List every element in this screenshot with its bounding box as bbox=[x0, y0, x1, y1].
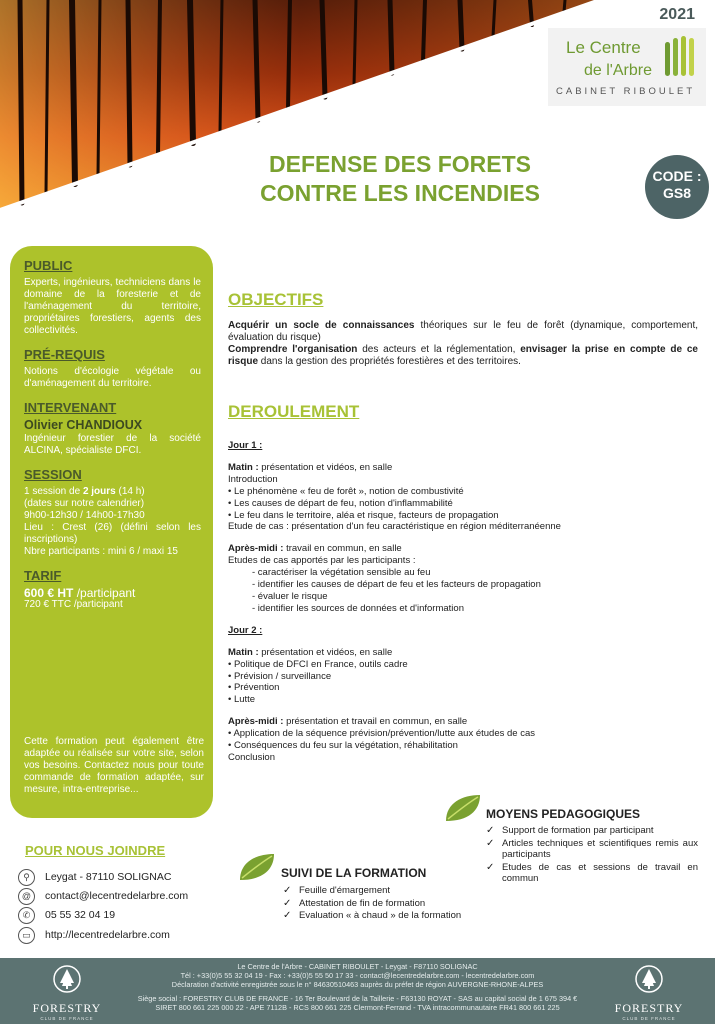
forestry-logo-right bbox=[604, 964, 694, 1021]
list-item: ✓ Etudes de cas et sessions de travail en commun bbox=[486, 862, 698, 885]
tarif-heading: TARIF bbox=[24, 568, 62, 583]
day-2-afternoon bbox=[228, 716, 698, 728]
list-item: - caractériser la végétation sensible au feu bbox=[252, 567, 431, 579]
list-item: Conclusion bbox=[228, 751, 275, 763]
day-1-morning-text: présentation et vidéos, en salle bbox=[258, 461, 393, 473]
objectif-2-bold-b: envisager la prise en compte de ce risque bbox=[228, 344, 698, 367]
contact-address bbox=[18, 868, 171, 886]
session-line-2: (dates sur notre calendrier) bbox=[24, 498, 145, 509]
prereq-text: Notions d'écologie végétale ou d'aménagement du territoire. bbox=[24, 366, 201, 389]
speaker-heading: INTERVENANT bbox=[24, 400, 117, 415]
session-days: 2 jours bbox=[82, 486, 116, 497]
day-2-morning-text: présentation et vidéos, en salle bbox=[258, 646, 393, 658]
forestry-logo-left bbox=[22, 964, 112, 1021]
day-1-morning-label: Matin : bbox=[228, 461, 259, 473]
price-ttc: 720 € TTC /participant bbox=[24, 599, 123, 610]
list-item: • Politique de DFCI en France, outils cadre bbox=[228, 658, 408, 670]
deroulement-block bbox=[228, 440, 698, 764]
list-item: ✓ Feuille d'émargement bbox=[283, 885, 465, 897]
day-2-morning bbox=[228, 647, 698, 659]
logo-subtitle: CABINET RIBOULET bbox=[556, 86, 696, 97]
list-item: • Conséquences du feu sur la végétation, réhabilitation bbox=[228, 740, 458, 752]
list-item: • Les causes de départ de feu, notion d'inflammabilité bbox=[228, 497, 453, 509]
objectif-1-rest: théoriques sur le feu de forêt (dynamique, comportement, évaluation du risque) bbox=[228, 320, 698, 343]
list-item: • Prévention bbox=[228, 682, 280, 694]
list-item: • Le feu dans le territoire, aléa et risque, facteurs de propagation bbox=[228, 509, 499, 521]
objectif-2 bbox=[228, 344, 698, 368]
public-text: Experts, ingénieurs, techniciens dans le domaine de la foresterie et de l'aménagement du territoire, propriétaires forestiers, agents des collectivités. bbox=[24, 277, 201, 336]
contact-phone[interactable] bbox=[18, 906, 115, 924]
prereq-heading: PRÉ-REQUIS bbox=[24, 347, 105, 362]
list-item: ✓ Articles techniques et scientifiques remis aux participants bbox=[486, 838, 698, 861]
year-label: 2021 bbox=[659, 6, 695, 23]
list-item: ✓ Attestation de fin de formation bbox=[283, 898, 465, 910]
tarif-section bbox=[24, 570, 201, 611]
contact-email[interactable] bbox=[18, 887, 188, 905]
leaf-icon bbox=[444, 793, 482, 823]
address-text: Leygat - 87110 SOLIGNAC bbox=[45, 871, 172, 883]
logo-line-2: de l'Arbre bbox=[584, 62, 652, 79]
day-1-morning-list bbox=[228, 474, 698, 534]
day-2-title: Jour 2 : bbox=[228, 624, 263, 636]
session-line-3: 9h00-12h30 / 14h00-17h30 bbox=[24, 510, 145, 521]
objectif-2-mid: des acteurs et la réglementation, bbox=[357, 344, 521, 355]
footer-line-1: Le Centre de l'Arbre - CABINET RIBOULET - Leygat - F87110 SOLIGNAC bbox=[237, 962, 478, 971]
tree-icon bbox=[634, 964, 664, 994]
session-line-4: Lieu : Crest (26) (défini selon les inscriptions) bbox=[24, 522, 201, 545]
website-link[interactable]: http://lecentredelarbre.com bbox=[45, 929, 170, 941]
public-section bbox=[24, 260, 201, 337]
footer-line-2: Tél : +33(0)5 55 32 04 19 - Fax : +33(0)5 55 50 17 33 - contact@lecentredelarbre.com - lecentredelarbre.com bbox=[180, 971, 535, 980]
footer-line-4: Siège social : FORESTRY CLUB DE FRANCE - 16 Ter Boulevard de la Taillerie - F63130 ROYAT - SAS au capital social de 1 675 394 € bbox=[137, 994, 578, 1003]
footer-legal-text bbox=[110, 962, 605, 1012]
price-ht-unit: /participant bbox=[73, 586, 136, 600]
day-1-afternoon-text: travail en commun, en salle bbox=[283, 543, 402, 555]
objectifs-text bbox=[228, 320, 698, 368]
day-1-afternoon-intro: Etudes de cas apportés par les participants : bbox=[228, 555, 416, 567]
session-prefix: 1 session de bbox=[24, 486, 83, 497]
objectif-2-bold-a: Comprendre l'organisation bbox=[228, 344, 358, 355]
session-line-5: Nbre participants : mini 6 / maxi 15 bbox=[24, 546, 178, 557]
title-line-2: CONTRE LES INCENDIES bbox=[260, 180, 540, 206]
objectif-2-rest: dans la gestion des propriétés forestières et des territoires. bbox=[258, 356, 521, 367]
monitor-icon: ▭ bbox=[18, 927, 35, 944]
footer-line-3: Déclaration d'activité enregistrée sous le n° 84630510463 auprès du préfet de région AUVERGNE-RHONE-ALPES bbox=[171, 980, 544, 989]
custom-training-note: Cette formation peut également être adaptée ou réalisée sur votre site, selon vos besoins. Contactez nous pour toute commande de formation adaptée, sur mesure, intra-entreprise... bbox=[24, 736, 204, 795]
phone-link[interactable]: 05 55 32 04 19 bbox=[45, 909, 116, 921]
code-label: CODE : bbox=[652, 168, 702, 184]
page-title bbox=[230, 150, 570, 208]
email-link[interactable]: contact@lecentredelarbre.com bbox=[45, 890, 189, 902]
price-ht-value: 600 € HT bbox=[24, 586, 74, 600]
day-2-afternoon-label: Après-midi : bbox=[228, 716, 284, 728]
session-hours: (14 h) bbox=[115, 486, 145, 497]
day-1-title: Jour 1 : bbox=[228, 440, 263, 451]
list-item: • Le phénomène « feu de forêt », notion de combustivité bbox=[228, 485, 464, 497]
list-item: - identifier les sources de données et d'information bbox=[252, 602, 464, 614]
list-item: Etude de cas : présentation d'un feu caractéristique en région méditerranéenne bbox=[228, 521, 561, 533]
moyens-heading: MOYENS PEDAGOGIQUES bbox=[486, 807, 641, 821]
title-line-1: DEFENSE DES FORETS bbox=[269, 151, 531, 177]
leaf-icon bbox=[238, 852, 276, 882]
speaker-name: Olivier CHANDIOUX bbox=[24, 418, 143, 432]
list-item: ✓ Support de formation par participant bbox=[486, 825, 698, 837]
day-1-afternoon bbox=[228, 543, 698, 555]
forestry-sub-right: CLUB DE FRANCE bbox=[622, 1016, 676, 1021]
day-1-morning bbox=[228, 462, 698, 474]
tree-icon bbox=[52, 964, 82, 994]
deroulement-heading: DEROULEMENT bbox=[228, 402, 360, 421]
contact-heading: POUR NOUS JOINDRE bbox=[25, 843, 166, 858]
day-2-morning-list bbox=[228, 659, 698, 707]
objectif-1-bold: Acquérir un socle de connaissances bbox=[228, 320, 415, 331]
contact-web[interactable] bbox=[18, 926, 170, 944]
list-item: • Lutte bbox=[228, 694, 256, 706]
footer-line-5: SIRET 800 661 225 000 22 - APE 7112B - RCS 800 661 225 Clermont-Ferrand - TVA intracommunautaire FR41 800 661 225 bbox=[155, 1003, 560, 1012]
info-sidebar bbox=[10, 246, 213, 818]
session-section bbox=[24, 469, 201, 558]
list-item: • Prévision / surveillance bbox=[228, 670, 332, 682]
session-line-1 bbox=[24, 486, 201, 498]
objectif-1 bbox=[228, 320, 698, 344]
list-item: Introduction bbox=[228, 473, 278, 485]
phone-icon: ✆ bbox=[18, 907, 35, 924]
speaker-section bbox=[24, 402, 201, 457]
day-2-afternoon-text: présentation et travail en commun, en salle bbox=[283, 716, 468, 728]
list-item: - identifier les causes de départ de feu et les facteurs de propagation bbox=[252, 579, 541, 591]
day-1-afternoon-label: Après-midi : bbox=[228, 543, 284, 555]
day-2-afternoon-list bbox=[228, 728, 698, 764]
forestry-name-left: FORESTRY bbox=[32, 1001, 102, 1015]
email-icon: @ bbox=[18, 888, 35, 905]
day-2-morning-label: Matin : bbox=[228, 646, 259, 658]
logo-bars-icon bbox=[664, 34, 700, 78]
list-item: - évaluer le risque bbox=[252, 590, 328, 602]
moyens-list bbox=[486, 825, 698, 886]
price-ht bbox=[24, 587, 201, 599]
speaker-text: Ingénieur forestier de la société ALCINA, spécialiste DFCI. bbox=[24, 433, 201, 456]
session-heading: SESSION bbox=[24, 467, 82, 482]
forestry-sub-left: CLUB DE FRANCE bbox=[40, 1016, 94, 1021]
code-value: GS8 bbox=[662, 185, 691, 201]
list-item: • Application de la séquence prévision/prévention/lutte aux études de cas bbox=[228, 728, 536, 740]
centre-de-l-arbre-logo bbox=[548, 28, 706, 106]
header bbox=[0, 0, 715, 215]
public-heading: PUBLIC bbox=[24, 258, 73, 273]
objectifs-heading: OBJECTIFS bbox=[228, 290, 324, 309]
logo-line-1: Le Centre bbox=[566, 38, 641, 57]
prereq-section bbox=[24, 349, 201, 390]
forestry-name-right: FORESTRY bbox=[614, 1001, 684, 1015]
footer bbox=[0, 958, 715, 1024]
code-badge bbox=[645, 155, 709, 219]
list-item: ✓ Evaluation « à chaud » de la formation bbox=[283, 910, 465, 922]
location-icon: ⚲ bbox=[18, 869, 35, 886]
suivi-heading: SUIVI DE LA FORMATION bbox=[281, 866, 427, 880]
day-1-afternoon-list bbox=[228, 567, 698, 615]
suivi-list bbox=[283, 885, 465, 923]
